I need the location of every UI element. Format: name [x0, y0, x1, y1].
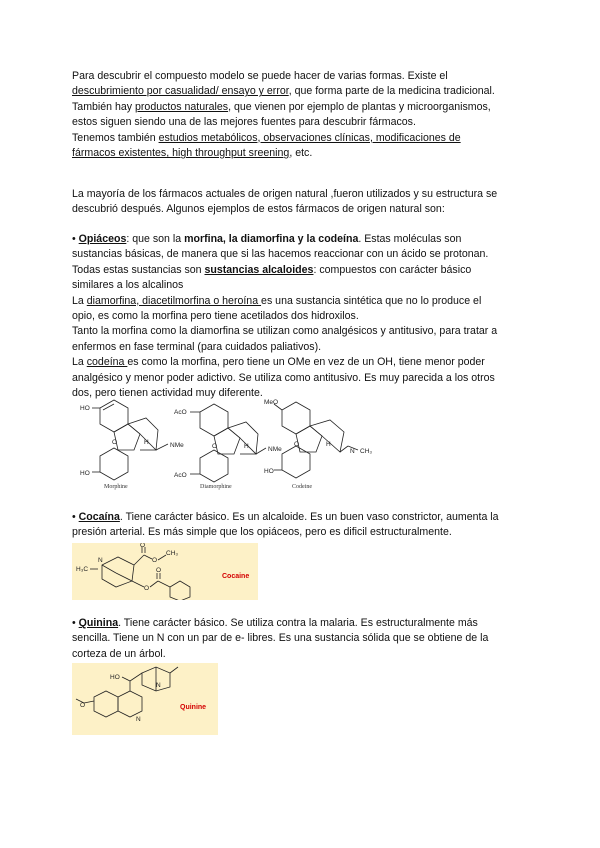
- natural-origin-paragraph: La mayoría de los fármacos actuales de origen natural ,fueron utilizados y su estructura se descubrió después. Algunos ejemplos de estos fármacos de origen natural son:: [72, 188, 498, 216]
- codeine-h: H: [326, 441, 331, 448]
- codeine-caption: Codeine: [292, 484, 312, 490]
- intro-paragraph: Para descubrir el compuesto modelo se puede hacer de varias formas. Existe el descubrimiento por casualidad/ ensayo y error, que forma parte de la medicina tradicional. También hay productos naturales, que vienen por ejemplo de plantas y microorganismos, estos siguen siendo una de las mejores fuentes para descubrir fármacos. Tenemos también estudios metabólicos, observaciones clínicas, modificaciones de fármacos existentes, high throughput sreening, etc.: [72, 69, 532, 161]
- morphine-o: O: [112, 439, 118, 446]
- intro-line-1: Para descubrir el compuesto modelo se puede hacer de varias formas. Existe el: [72, 70, 448, 82]
- quinine-n-ring: N: [136, 716, 141, 723]
- opiaceos-section: • Opiáceos: que son la morfina, la diamorfina y la codeína. Estas moléculas son sustancias básicas, de manera que si las hacemos reaccionar con un ácido se protonan. Todas estas sustancias son sustancias alcaloides: compuestos con carácter básico similares a los alcalinos La diamorfina, diacetilmorfina o heroína es una sustancia sintética que no lo produce el opio, es como la morfina pero tiene acetilados dos hidroxilos. Tanto la morfina como la diamorfina se utilizan como analgésicos y antitusivo, para tratar a enfermos en fase terminal (para cuidados paliativos). La codeína es como la morfina, pero tiene un OMe en vez de un OH, tiene menor poder analgésico y menor poder adictivo. Se utiliza como antitusivo. Es muy parecida a los otros dos, pero tienen actividad muy diferente.: [72, 233, 498, 400]
- morphine-nme: NMe: [170, 442, 184, 449]
- quinine-structure-image: [72, 663, 218, 735]
- quinine-n-bridge: N: [156, 682, 161, 689]
- morphine-ho-top: HO: [80, 405, 90, 412]
- codeina-term: codeína: [86, 356, 128, 369]
- morphine-caption: Morphine: [104, 484, 128, 490]
- opiate-structures-figure: [78, 396, 398, 494]
- quinine-o: O: [80, 702, 86, 709]
- cocaine-n: N: [98, 557, 103, 564]
- cocaine-o-benzoyl-carbonyl: O: [156, 567, 162, 574]
- cocaine-ch3: CH₃: [166, 550, 179, 557]
- diamorphine-structure: [190, 404, 266, 482]
- diamorphine-h: H: [244, 443, 249, 450]
- intro-line-4: estos siguen siendo una de las mejores fuentes para descubrir fármacos.: [72, 116, 416, 129]
- quinine-ho: HO: [110, 674, 120, 681]
- quinine-label: Quinine: [180, 704, 207, 711]
- cocaina-heading: Cocaína: [78, 511, 120, 523]
- intro-natural-products: productos naturales: [135, 100, 229, 113]
- cocaine-o-benzoyl: O: [144, 585, 150, 592]
- cocaine-h3c: H₃C: [76, 566, 89, 573]
- intro-methods-2: fármacos existentes, high throughput sreening: [72, 147, 290, 160]
- morphine-h: H: [144, 439, 149, 446]
- diamorfina-term: diamorfina, diacetilmorfina o heroína: [86, 294, 262, 307]
- codeine-meo: MeO: [264, 399, 279, 406]
- cocaine-label: Cocaine: [222, 573, 250, 580]
- opiaceos-heading: Opiáceos: [78, 233, 127, 245]
- cocaine-o-carbonyl: O: [140, 543, 146, 549]
- intro-methods: estudios metabólicos, observaciones clínicas, modificaciones de: [158, 131, 461, 144]
- diamorphine-o: O: [212, 443, 218, 450]
- cocaine-structure-image: [72, 543, 258, 600]
- diamorphine-aco-bottom: AcO: [174, 472, 187, 479]
- cocaine-o-ester: O: [152, 557, 158, 564]
- quinina-section: • Quinina. Tiene carácter básico. Se utiliza contra la malaria. Es estructuralmente más sencilla. Tiene un N con un par de e- libres. Es una sustancia sólida que se obtiene de la corteza de un árbol.: [72, 617, 489, 660]
- intro-link-serendipity: descubrimiento por casualidad/ ensayo y error: [72, 85, 289, 98]
- diamorphine-caption: Diamorphine: [200, 484, 232, 490]
- codeine-ho: HO: [264, 468, 274, 475]
- alcaloides-term: sustancias alcaloides: [204, 263, 314, 276]
- codeine-structure: [274, 402, 358, 478]
- quinina-heading: Quinina: [78, 617, 119, 629]
- morphine-ho-bottom: HO: [80, 470, 90, 477]
- codeine-n: N: [350, 448, 355, 455]
- codeine-o: O: [294, 441, 300, 448]
- cocaina-section: • Cocaína. Tiene carácter básico. Es un alcaloide. Es un buen vaso constrictor, aumenta la presión arterial. Es más simple que los opiáceos, pero es dificil estructuralmente.: [72, 511, 499, 539]
- diamorphine-nme: NMe: [268, 446, 282, 453]
- diamorphine-aco-top: AcO: [174, 409, 187, 416]
- morphine-structure: [92, 400, 168, 480]
- codeine-ch3: CH₃: [360, 448, 373, 455]
